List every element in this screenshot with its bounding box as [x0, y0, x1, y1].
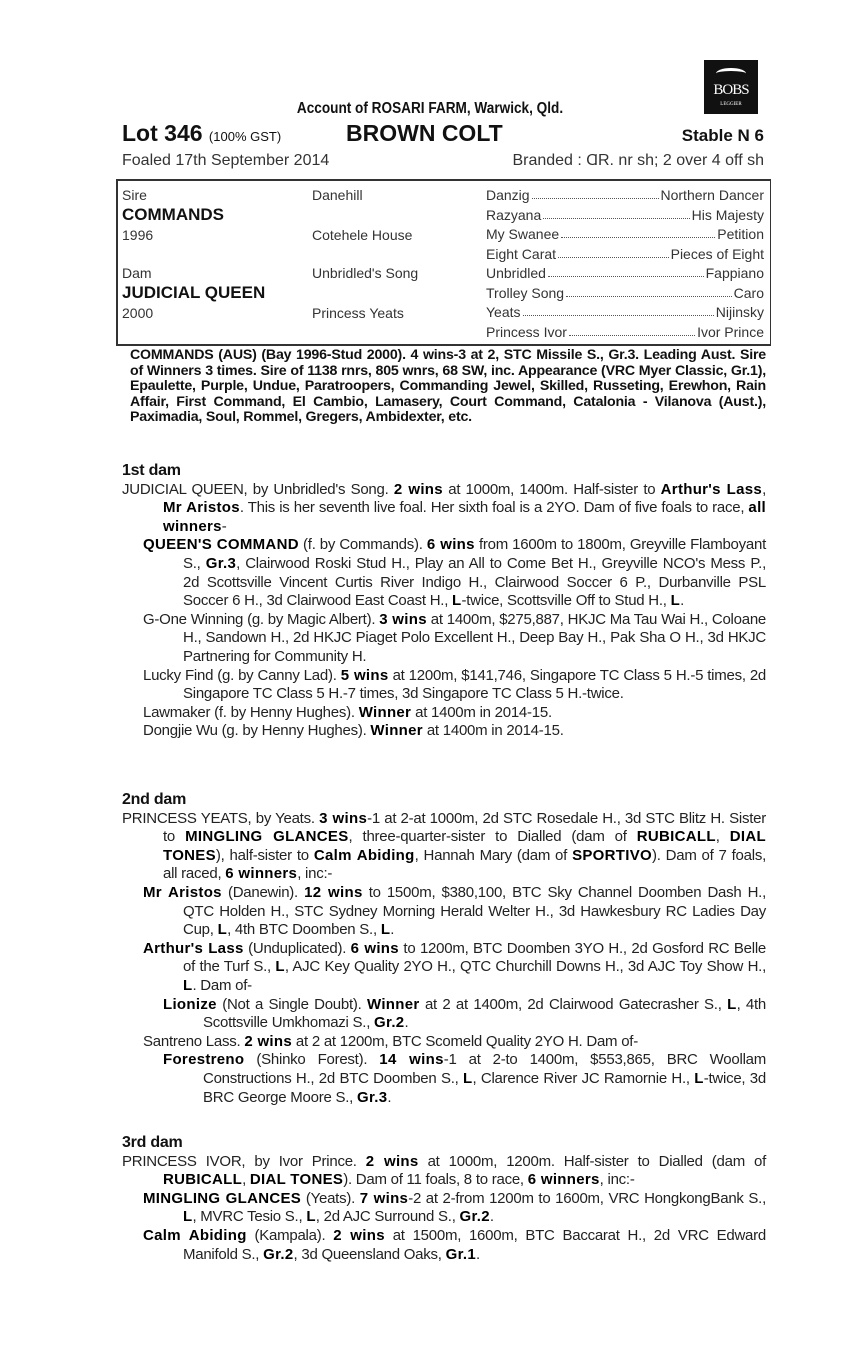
lot-label: Lot 346 — [122, 120, 203, 146]
leader-dots — [548, 265, 704, 277]
bold-text: RUBICALL — [636, 828, 716, 846]
bold-text: Gr.2 — [374, 1014, 405, 1032]
bold-text: 6 winners — [527, 1171, 600, 1189]
dam-label: Dam — [122, 265, 152, 281]
entry-text: , MVRC Tesio S., — [192, 1208, 307, 1226]
bold-text: 3 wins — [319, 809, 368, 827]
bold-text: L — [275, 958, 285, 976]
bold-text: 2 wins — [393, 480, 443, 498]
bold-text: Mr Aristos — [143, 883, 222, 901]
entry-text: (Shinko Forest). — [244, 1051, 380, 1069]
entry-text: , Clairwood Roski Stud H., Play an All to Come Bet H., Greyville NCO's Mess P., 2d Scottsville Vincent Curtis River Indigo H., Clairwood Soccer 6 P., Durbanville PSL Soccer 6 H., 3d Clairwood East Coast H., — [183, 554, 766, 610]
entry-text: . This is her seventh live foal. Her sixth foal is a 2YO. Dam of five foals to race, — [239, 499, 749, 517]
entry-text: at 1000m, 1200m. Half-sister to Dialled (dam of — [418, 1152, 766, 1170]
pedigree-entry — [122, 704, 766, 723]
ancestor-name: My Swanee — [486, 226, 560, 242]
bold-text: Calm Abiding — [143, 1226, 247, 1244]
ancestor-name: Razyana — [486, 206, 542, 223]
pedigree-entry — [122, 667, 766, 704]
sire-name: COMMANDS — [122, 205, 224, 224]
leader-dots — [566, 285, 732, 297]
ancestor-name: Eight Carat — [486, 245, 557, 262]
entry-text: at 1000m, 1400m. Half-sister to — [442, 480, 661, 498]
sire-label: Sire — [122, 187, 147, 203]
pedigree-entry — [122, 1190, 766, 1227]
bold-text: Lionize — [163, 995, 217, 1013]
third-dam-section — [122, 1134, 766, 1264]
entry-text: Santreno Lass. — [143, 1032, 245, 1050]
entry-text: , three-quarter-sister to Dialled (dam of — [348, 828, 637, 846]
bold-text: L — [183, 976, 193, 994]
sire-summary: COMMANDS (AUS) (Bay 1996-Stud 2000). 4 wins-3 at 2, STC Missile S., Gr.3. Leading Aust. Sire of Winners 3 times. Sire of 1138 rnrs, 805 wnrs, 68 SW, inc. Appearance (VRC Myer Classic, Gr.1), Epaulette, Purple, Undue, Paratroopers, Commanding Jewel, Skilled, Russeting, Erewhon, Rain Affair, First Command, El Cambio, Lamasery, Court Command, Catalonia - Vilanova (Aust.), Paximadia, Soul, Rommel, Gregers, Ambidexter, etc. — [130, 347, 766, 425]
entry-text: . — [489, 1208, 494, 1226]
great-grandparent-row — [486, 285, 764, 301]
first-dam-section — [122, 462, 766, 741]
ancestor-sire: Ivor Prince — [697, 323, 764, 340]
pedigree-entry — [122, 996, 766, 1033]
entry-text: . Dam of- — [192, 976, 252, 994]
entry-text: , — [715, 828, 730, 846]
pedigree-entry — [122, 1051, 766, 1107]
bold-text: L — [183, 1208, 193, 1226]
entry-text: at 2 at 1400m, 2d Clairwood Gatecrasher S., — [419, 995, 728, 1013]
logo-subtext: LEGGIER — [720, 102, 742, 107]
pedigree-entry — [122, 611, 766, 667]
entry-text: , — [762, 480, 766, 498]
section-body — [122, 481, 766, 741]
entry-text: , AJC Key Quality 2YO H., QTC Churchill Downs H., 3d AJC Toy Show H., — [284, 958, 766, 976]
entry-text: (f. by Commands). — [298, 536, 427, 554]
entry-text: -1 at 2-to 1400m, $553,865, BRC Woollam Constructions H., 2d BTC Doomben S., — [203, 1051, 766, 1087]
entry-text: -twice, 3d BRC George Moore S., — [203, 1069, 766, 1106]
bold-text: MINGLING GLANCES — [143, 1189, 302, 1207]
bold-text: 6 wins — [426, 536, 475, 554]
leader-dots — [532, 187, 659, 199]
bold-text: L — [306, 1208, 316, 1226]
bold-text: 14 wins — [379, 1051, 444, 1069]
horse-icon — [716, 68, 746, 79]
entry-text: , inc:- — [599, 1171, 635, 1189]
second-dam-section — [122, 791, 766, 1107]
bold-text: QUEEN'S COMMAND — [143, 536, 299, 554]
ancestor-name: Princess Ivor — [486, 323, 567, 340]
great-grandparent-row — [486, 265, 764, 281]
great-grandparent-row — [486, 246, 764, 262]
entry-text: at 2 at 1200m, BTC Scomeld Quality 2YO H. Dam of- — [291, 1032, 638, 1050]
ancestor-name: Yeats — [486, 304, 521, 320]
ancestor-name: Danzig — [486, 187, 530, 203]
bold-text: Gr.3 — [356, 1088, 388, 1106]
entry-text: ). Dam of 7 foals, all raced, — [163, 846, 766, 883]
dam-name: JUDICIAL QUEEN — [122, 283, 266, 302]
entry-text: , Hannah Mary (dam of — [414, 846, 573, 864]
leader-dots — [561, 226, 715, 238]
entry-text: -1 at 2-at 1000m, 2d STC Rosedale H., 3d STC Blitz H. Sister to — [163, 809, 766, 846]
bold-text: Winner — [370, 722, 423, 740]
bold-text: SPORTIVO — [572, 846, 652, 864]
pedigree-entry — [122, 1227, 766, 1264]
entry-text: Dongjie Wu (g. by Henny Hughes). — [143, 722, 371, 740]
entry-text: . — [390, 921, 395, 939]
bold-text: MINGLING GLANCES — [185, 828, 349, 846]
section-title: 3rd dam — [122, 1134, 183, 1151]
pedigree-entry — [122, 940, 766, 996]
bold-text: L — [670, 592, 681, 610]
entry-text: . — [404, 1014, 409, 1032]
bold-text: Winner — [358, 703, 412, 721]
entry-text: , Clarence River JC Ramornie H., — [472, 1069, 695, 1087]
bold-text: 12 wins — [304, 883, 363, 901]
entry-text: ). Dam of 11 foals, 8 to race, — [343, 1171, 528, 1189]
bold-text: L — [380, 921, 391, 939]
ancestor-name: Unbridled — [486, 265, 546, 281]
bold-text: L — [694, 1069, 704, 1087]
logo-text: BOBS — [713, 82, 749, 98]
entry-text: , 4th Scottsville Umkhomazi S., — [203, 995, 767, 1032]
ancestor-sire: Northern Dancer — [660, 187, 764, 203]
bold-text: Gr.1 — [445, 1245, 477, 1263]
pedigree-entry — [122, 1153, 766, 1190]
pedigree-entry — [122, 884, 766, 940]
entry-text: , 4th BTC Doomben S., — [227, 921, 381, 939]
entry-text: PRINCESS IVOR, by Ivor Prince. — [122, 1152, 366, 1170]
gst-note: (100% GST) — [208, 129, 282, 144]
bold-text: Mr Aristos — [163, 499, 240, 517]
leader-dots — [558, 246, 669, 258]
leader-dots — [543, 207, 689, 219]
pedigree-entry — [122, 722, 766, 741]
vendor-account: Account of ROSARI FARM, Warwick, Qld. — [296, 100, 564, 117]
granddam-maternal: Princess Yeats — [312, 305, 404, 321]
lot-number — [122, 120, 281, 147]
bold-text: 7 wins — [359, 1189, 409, 1207]
entry-text: , inc:- — [297, 865, 333, 883]
dam-year: 2000 — [122, 305, 154, 321]
entry-text: (Not a Single Doubt). — [216, 995, 368, 1013]
entry-text: at 1200m, $141,746, Singapore TC Class 5 H.-5 times, 2d Singapore TC Class 5 H.-7 times, 3d Singapore TC Class 5 H.-twice. — [183, 666, 767, 703]
entry-text: . — [680, 592, 685, 610]
entry-text: -2 at 2-from 1200m to 1600m, VRC HongkongBank S., — [408, 1189, 766, 1207]
leader-dots — [523, 304, 714, 316]
bold-text: L — [217, 921, 228, 939]
grandsire-paternal: Danehill — [312, 187, 363, 203]
bold-text: DIAL TONES — [163, 828, 766, 864]
entry-text: (Danewin). — [221, 883, 305, 901]
bold-text: Arthur's Lass — [660, 480, 763, 498]
leader-dots — [569, 324, 695, 336]
entry-text: from 1600m to 1800m, Greyville Flamboyant S., — [183, 536, 766, 572]
entry-text: (Yeats). — [301, 1189, 360, 1207]
stable-number: Stable N 6 — [681, 126, 764, 145]
bold-text: 2 wins — [365, 1152, 419, 1170]
bold-text: Forestreno — [163, 1051, 245, 1069]
bold-text: Calm Abiding — [313, 846, 415, 864]
great-grandparent-row — [486, 207, 764, 223]
ancestor-name: Trolley Song — [486, 284, 565, 301]
bold-text: 3 wins — [379, 610, 427, 628]
entry-text: to 1500m, $380,100, BTC Sky Channel Doomben Dash H., QTC Holden H., STC Sydney Morning Herald Welter H., 3d Hawkesbury RC Ladies Day Cup, — [183, 883, 767, 939]
entry-text: - — [221, 517, 227, 535]
ancestor-sire: Petition — [717, 226, 764, 242]
entry-text: PRINCESS YEATS, by Yeats. — [122, 809, 320, 827]
entry-text: Lawmaker (f. by Henny Hughes). — [143, 703, 359, 721]
brand-info: Branded : ⱭR. nr sh; 2 over 4 off sh — [512, 152, 764, 169]
entry-text: JUDICIAL QUEEN, by Unbridled's Song. — [122, 480, 394, 498]
pedigree-entry — [122, 810, 766, 884]
entry-text: Lucky Find (g. by Canny Lad). — [143, 666, 341, 684]
bold-text: Gr.3 — [205, 554, 237, 572]
ancestor-sire: Pieces of Eight — [670, 245, 764, 262]
bold-text: L — [463, 1069, 473, 1087]
granddam-paternal: Cotehele House — [312, 227, 413, 243]
section-title: 1st dam — [122, 462, 181, 479]
bold-text: Arthur's Lass — [143, 939, 244, 957]
entry-text: , 3d Queensland Oaks, — [293, 1245, 446, 1263]
pedigree-table — [116, 179, 771, 346]
entry-text: . — [387, 1088, 392, 1106]
ancestor-sire: Nijinsky — [715, 304, 764, 320]
horse-description: BROWN COLT — [346, 120, 503, 146]
foaled-date: Foaled 17th September 2014 — [122, 152, 330, 169]
section-body — [122, 1153, 766, 1265]
pedigree-entry — [122, 1033, 766, 1052]
entry-text: (Unduplicated). — [243, 939, 351, 957]
entry-text: -twice, Scottsville Off to Stud H., — [461, 592, 671, 610]
bold-text: Gr.2 — [263, 1245, 294, 1263]
entry-text: at 1400m, $275,887, HKJC Ma Tau Wai H., Coloane H., Sandown H., 2d HKJC Piaget Polo Excellent H., Deep Bay H., Pak Sha O H., 3d HKJC Partnering for Community H. — [183, 610, 767, 665]
bold-text: 2 wins — [333, 1226, 385, 1244]
ancestor-sire: His Majesty — [691, 206, 764, 223]
bold-text: RUBICALL — [163, 1171, 243, 1189]
entry-text: at 1400m in 2014-15. — [422, 722, 564, 740]
bold-text: 5 wins — [340, 666, 389, 684]
bold-text: 2 wins — [244, 1032, 292, 1050]
entry-text: at 1500m, 1600m, BTC Baccarat H., 2d VRC Edward Manifold S., — [183, 1226, 766, 1263]
bold-text: all winners — [163, 499, 766, 535]
grandsire-maternal: Unbridled's Song — [312, 265, 419, 281]
bold-text: 6 winners — [225, 865, 298, 883]
bold-text: DIAL TONES — [249, 1171, 344, 1189]
entry-text: ), half-sister to — [215, 846, 314, 864]
bold-text: L — [727, 995, 737, 1013]
great-grandparent-row — [486, 324, 764, 340]
pedigree-entry — [122, 536, 766, 610]
bold-text: L — [452, 592, 462, 610]
section-title: 2nd dam — [122, 791, 187, 808]
entry-text: at 1400m in 2014-15. — [411, 703, 552, 721]
entry-text: , 2d AJC Surround S., — [315, 1208, 460, 1226]
sire-year: 1996 — [122, 227, 154, 243]
ancestor-sire: Caro — [733, 284, 764, 301]
bold-text: Winner — [367, 995, 420, 1013]
entry-text: . — [476, 1245, 480, 1263]
section-body — [122, 810, 766, 1108]
great-grandparent-row — [486, 226, 764, 242]
ancestor-sire: Fappiano — [705, 265, 764, 281]
entry-text: , — [242, 1171, 250, 1189]
great-grandparent-row — [486, 304, 764, 320]
pedigree-entry — [122, 481, 766, 537]
bold-text: Gr.2 — [459, 1208, 490, 1226]
bold-text: 6 wins — [350, 939, 399, 957]
great-grandparent-row — [486, 187, 764, 203]
entry-text: to 1200m, BTC Doomben 3YO H., 2d Gosford RC Belle of the Turf S., — [183, 939, 766, 976]
entry-text: (Kampala). — [246, 1226, 334, 1244]
entry-text: G-One Winning (g. by Magic Albert). — [143, 610, 380, 628]
